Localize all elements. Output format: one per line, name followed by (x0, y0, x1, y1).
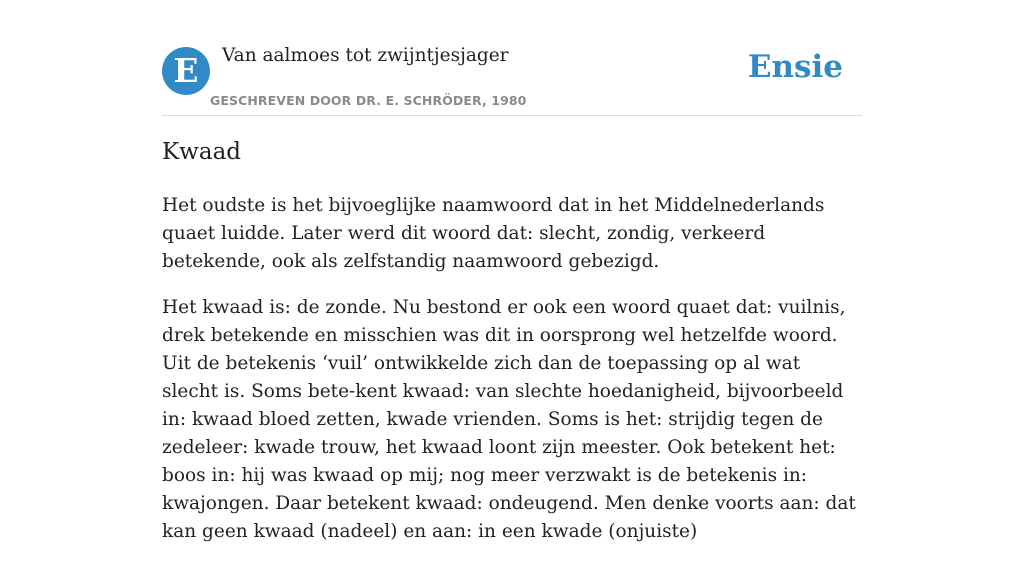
article-body (162, 192, 862, 564)
brand-logo[interactable]: Ensie (747, 49, 843, 85)
paragraph: Het kwaad is: de zonde. Nu bestond er ook een woord quaet dat: vuilnis, drek betekende en misschien was dit in oorsprong wel hetzelfde woord. Uit de betekenis ‘vuil’ ontwikkelde zich dan de toepassing op al wat slecht is. Soms bete-kent kwaad: van slechte hoedanigheid, bijvoorbeeld in: kwaad bloed zetten, kwade vrienden. Soms is het: strijdig tegen de zedeleer: kwade trouw, het kwaad loont zijn meester. Ook betekent het: boos in: hij was kwaad op mij; nog meer verzwakt is de betekenis in: kwajongen. Daar betekent kwaad: ondeugend. Men denke voorts aan: dat kan geen kwaad (nadeel) en aan: in een kwade (onjuiste) (162, 297, 856, 542)
book-title[interactable]: Van aalmoes tot zwijntjesjager (222, 45, 509, 66)
ensie-logo-icon[interactable]: E (162, 47, 210, 95)
header-divider (162, 115, 862, 116)
paragraph: Het oudste is het bijvoeglijke naamwoord dat in het Middelnederlands quaet luidde. Later werd dit woord dat: slecht, zondig, verkeerd betekende, ook als zelfstandig naamwoord gebezigd. (162, 195, 825, 272)
entry-title: Kwaad (162, 139, 242, 165)
author-byline: GESCHREVEN DOOR DR. E. SCHRÖDER, 1980 (210, 93, 527, 108)
